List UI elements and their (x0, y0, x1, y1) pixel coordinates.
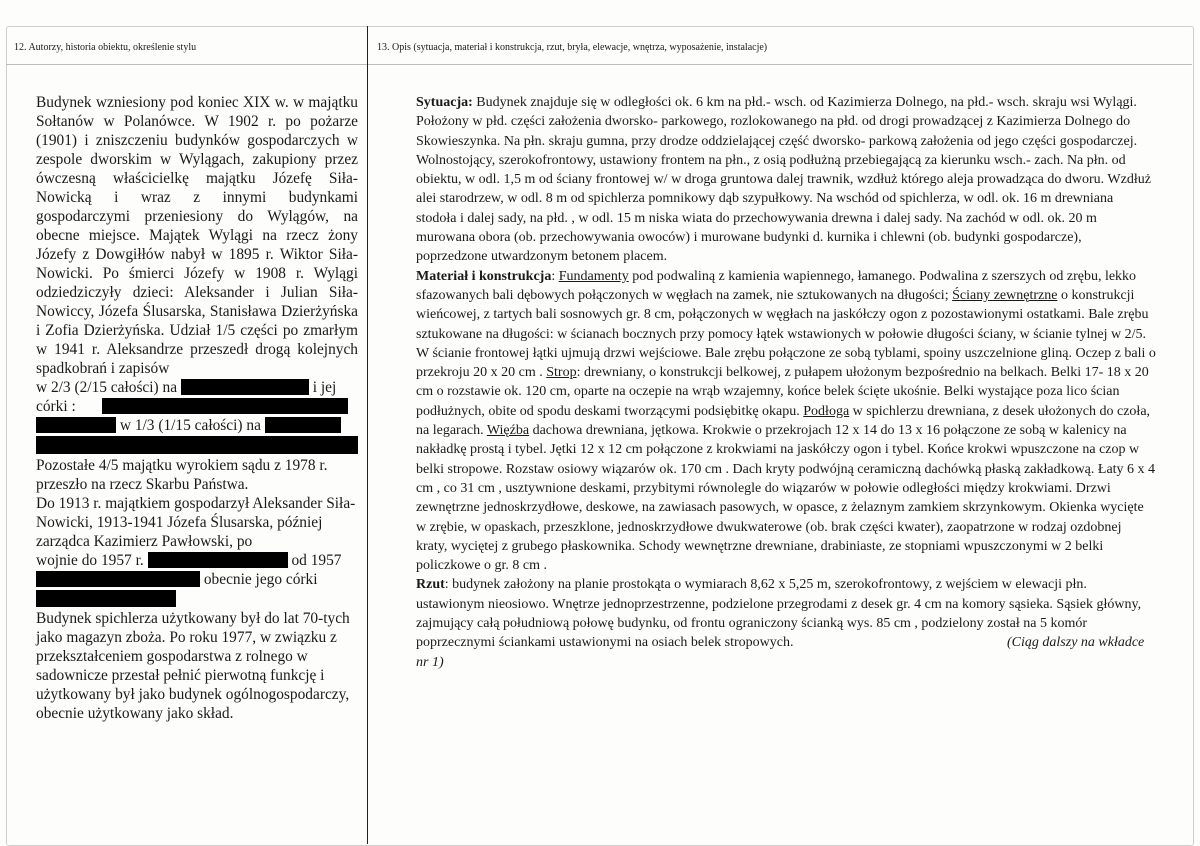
redaction-block (148, 552, 288, 568)
inheritance-line-2: córki : (36, 397, 358, 416)
section-header-description: 13. Opis (sytuacja, materiał i konstrukcja, rzut, bryła, elewacje, wnętrza, wyposażenie, instalacje) (377, 42, 768, 53)
description-column (416, 93, 1156, 672)
header-rule (6, 64, 1192, 65)
history-line-daughters: obecnie jego córki (36, 570, 358, 589)
history-paragraph-3: Do 1913 r. majątkiem gospodarzył Aleksander Siła- Nowicki, 1913-1941 Józefa Ślusarska, później zarządca Kazimierz Pawłowski, po (36, 495, 356, 550)
history-paragraph-1: Budynek wzniesiony pod koniec XIX w. w majątku Sołtanów w Polanówce. W 1902 r. po pożarze (1901) i zniszczeniu budynków gospodarczych w zespole dworskim w Wylągach, zakupiony przez ówczesną właścicielkę majątku Józefę Siła- Nowicką i wraz z innymi budynkami gospodarczymi przeniesiony do Wylągów, na obecne miejsce. Majątek Wylągi na rzecz żony Józefy z Dowgiłłów nabył w 1895 r. Wiktor Siła-Nowicki. Po śmierci Józefy w 1908 r. Wylągi odziedziczyły dzieci: Aleksander i Julian Siła-Nowiccy, Józefa Ślusarska, Stanisława Dzierżyńska i Zofia Dzierżyńska. Udział 1/5 części po zmarłym w 1941 r. Aleksandrze przeszedł drogą kolejnych spadkobrań i zapisów (36, 94, 358, 377)
section-header-history: 12. Autorzy, historia obiektu, określenie stylu (14, 42, 197, 53)
plan-label: Rzut (416, 577, 445, 593)
situation-paragraph: Sytuacja: Budynek znajduje się w odległości ok. 6 km na płd.- wsch. od Kazimierza Dolnego, na płd.- wsch. skraju wsi Wylągi. Położony w płd. części założenia dworsko- parkowego, rozlokowanego na płd. od drogi prowadzącej z Kazimierza Dolnego do Skowieszynka. Na płn. skraju gumna, przy drodze oddzielającej część dworsko- parkową założenia od jego części gospodarczej. Wolnostojący, szerokofrontowy, ustawiony frontem na płn., z osią podłużną przebiegającą za kierunku wsch.- zach. Na płn. od obiektu, w odl. 1,5 m od ściany frontowej w/ w droga gruntowa dalej trawnik, wzdłuż którego aleja prowadząca do dworu. Wzdłuż alei starodrzew, w odl. 8 m od spichlerza pomnikowy dąb szypułkowy. Na wschód od spichlerza, w odl. ok. 16 m drewniana stodoła i dalej sady, na płd. , w odl. 15 m niska wiata do przechowywania drewna i dalej sady. Na zachód w odl. ok. 20 m murowana obora (ob. przechowywania owoców) i murowane budynki d. kurnika i chlewni (ob. budynki gospodarcze), poprzedzone utwardzonym betonem placem. (416, 95, 1151, 265)
redaction-block (36, 571, 200, 587)
redaction-block (36, 590, 176, 607)
redaction-block (265, 417, 341, 433)
situation-label: Sytuacja: (416, 95, 473, 110)
construction-label: Materiał i konstrukcja (416, 268, 552, 284)
history-column (36, 93, 358, 723)
continued-note: (Ciąg dalszy na wkładce nr 1) (416, 635, 1145, 670)
history-paragraph-4: Budynek spichlerza użytkowany był do lat 70-tych jako magazyn zboża. Po roku 1977, w związku z przekształceniem gospodarstwa z rolnego w sadownicze przestał pełnić pierwotną funkcję i użytkowany był jako budynek ogólnogospodarczy, obecnie użytkowany jako skład. (36, 610, 350, 722)
ceiling-term: Strop (546, 365, 577, 381)
redaction-block (36, 417, 116, 433)
history-paragraph-2: Pozostałe 4/5 majątku wyrokiem sądu z 1978 r. przeszło na rzecz Skarbu Państwa. (36, 457, 328, 493)
redaction-block (36, 436, 358, 454)
foundations-term: Fundamenty (558, 268, 629, 284)
roof-truss-term: Więźba (486, 423, 530, 439)
history-line-postwar: wojnie do 1957 r. od 1957 (36, 552, 342, 569)
column-divider (367, 26, 368, 844)
inheritance-line-3: w 1/3 (1/15 całości) na (36, 416, 358, 435)
plan-paragraph: Rzut: budynek założony na planie prostokąta o wymiarach 8,62 x 5,25 m, szerokofrontowy, z wejściem w elewacji płn. ustawionym nieosiowo. Wnętrze jednoprzestrzenne, podzielone przegrodami z desek gr. 4 cm na komory sąsieka. Sąsiek główny, zajmujący całą południową połowę budynku, od frontu ograniczony ścianką wys. 85 cm , podzielony został na 5 komór poprzecznymi ściankami ustawionymi na osiach belek stropowych. (Ciąg dalszy na wkładce nr 1) (416, 577, 1145, 670)
walls-term: Ściany zewnętrzne (952, 287, 1058, 303)
construction-paragraph: Materiał i konstrukcja: Fundamenty pod podwaliną z kamienia wapiennego, łamanego. Podwalina z szerszych od zrębu, lekko sfazowanych bali dębowych połączonych w węgłach na zamek, nie sztukowanych na długości; Ściany zewnętrzne o konstrukcji wieńcowej, z tartych bali sosnowych gr. 8 cm, połączonych w węgłach na jaskółczy ogon z pozostawionymi ostatkami. Bale zrębu sztukowane na długości: w ścianach bocznych przy pomocy łątek wstawionych w połowie długości ściany, w ścianie tylnej w 2/5. W ścianie frontowej łątki ujmują drzwi wejściowe. Bale zrębu połączone ze sobą tyblami, spoiny uszczelnione gliną. Oczep z bali o przekroju 20 x 20 cm . Strop: drewniany, o konstrukcji belkowej, z pułapem ułożonym bezpośrednio na belkach. Belki 17- 18 x 20 cm o rozstawie ok. 120 cm, oparte na oczepie na wrąb wzajemny, końce belek ścięte ukośnie. Belki wystające poza lico ścian podłużnych, obite od spodu deskami tworzącymi podsiębitkę okapu. Podłoga w spichlerzu drewniana, z desek ułożonych do czoła, na legarach. Więźba dachowa drewniana, jętkowa. Krokwie o przekrojach 12 x 14 do 13 x 16 połączone ze sobą w kalenicy na nakładkę prostą i tybel. Jętki 12 x 12 cm połączone z krokwiami na jaskółczy ogon i tybel. Końce krokwi wpuszczone na czop w belki stropowe. Rozstaw osiowy wiązarów ok. 170 cm . Dach kryty podwójną ceramiczną dachówką płaską zakładkową. Łaty 6 x 4 cm , co 31 cm , usztywnione deskami, przybitymi równolegle do wiązarów w połowie odległości między krokwiami. Drzwi zewnętrzne jednoskrzydłowe, deskowe, na zawiasach pasowych, w opasce, z żelaznym zamkiem skrzynkowym. Okienka wycięte w zrębie, w opaskach, przeszklone, jednoskrzydłowe dwukwaterowe (ob. brak części kwater), zaopatrzone w rodzaj ozdobnej kraty, wyciętej z grubego płaskownika. Schody wewnętrzne drewniane, drabiniaste, ze stopniami wpuszczonymi w 2 belki policzkowe o gr. 8 cm . (416, 268, 1156, 574)
inheritance-line-1: w 2/3 (2/15 całości) na i jej (36, 379, 337, 396)
redaction-block (102, 398, 348, 414)
redaction-block (181, 379, 309, 395)
floor-term: Podłoga (803, 403, 850, 419)
